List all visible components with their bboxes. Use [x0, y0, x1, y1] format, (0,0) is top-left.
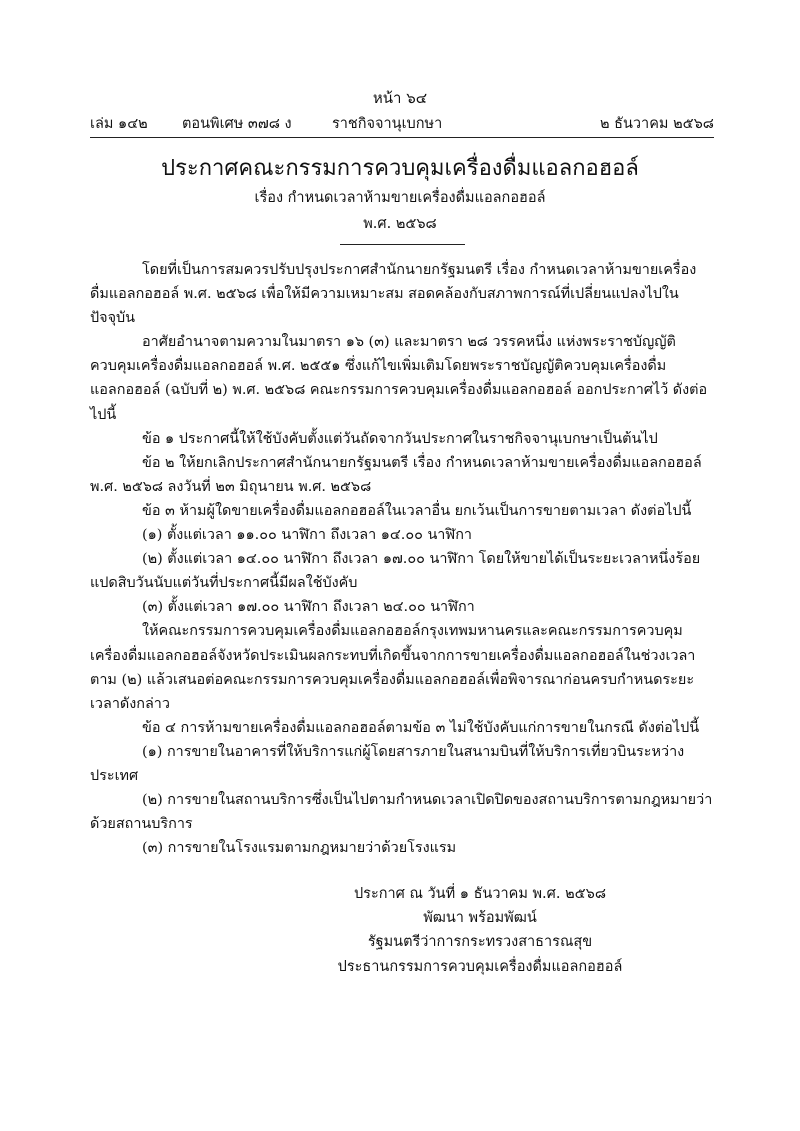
gazette-header-line [90, 112, 714, 136]
page-number: หน้า ๖๔ [372, 89, 428, 107]
announcement-date: ประกาศ ณ วันที่ ๑ ธันวาคม พ.ศ. ๒๕๖๘ [353, 886, 607, 902]
document-body [90, 258, 714, 860]
authority-paragraph: อาศัยอำนาจตามความในมาตรา ๑๖ (๓) และมาตรา ๒๘ วรรคหนึ่ง แห่งพระราชบัญญัติควบคุมเครื่องดื่มแอลกอฮอล์ พ.ศ. ๒๕๕๑ ซึ่งแก้ไขเพิ่มเติมโดยพระราชบัญญัติควบคุมเครื่องดื่มแอลกอฮอล์ (ฉบับที่ ๒) พ.ศ. ๒๕๖๘ คณะกรรมการควบคุมเครื่องดื่มแอลกอฮอล์ ออกประกาศไว้ ดังต่อไปนี้ [90, 334, 708, 423]
signatory-name: พัฒนา พร้อมพัฒน์ [423, 910, 537, 927]
signature-block [240, 882, 720, 979]
clause-4: ข้อ ๔ การห้ามขายเครื่องดื่มแอลกอฮอล์ตามข้อ ๓ ไม่ใช้บังคับแก่การขายในกรณี ดังต่อไปนี้ [142, 719, 700, 736]
clause-3-item-1: (๑) ตั้งแต่เวลา ๑๑.๐๐ นาฬิกา ถึงเวลา ๑๔.๐๐ นาฬิกา [142, 527, 473, 544]
signatory-position-1: รัฐมนตรีว่าการกระทรวงสาธารณสุข [367, 934, 593, 951]
clause-4-item-3: (๓) การขายในโรงแรมตามกฎหมายว่าด้วยโรงแรม [142, 840, 457, 857]
clause-3: ข้อ ๓ ห้ามผู้ใดขายเครื่องดื่มแอลกอฮอล์ในเวลาอื่น ยกเว้นเป็นการขายตามเวลา ดังต่อไปนี้ [142, 502, 692, 519]
document-title: ประกาศคณะกรรมการควบคุมเครื่องดื่มแอลกอฮอล์ [161, 156, 639, 181]
title-divider [340, 244, 465, 245]
document-subject: เรื่อง กำหนดเวลาห้ามขายเครื่องดื่มแอลกอฮอล์ [254, 190, 546, 206]
preamble-paragraph: โดยที่เป็นการสมควรปรับปรุงประกาศสำนักนายกรัฐมนตรี เรื่อง กำหนดเวลาห้ามขายเครื่องดื่มแอลกอฮอล์ พ.ศ. ๒๕๖๘ เพื่อให้มีความเหมาะสม สอดคล้องกับสภาพการณ์ที่เปลี่ยนแปลงไปในปัจจุบัน [90, 262, 697, 327]
gazette-date: ๒ ธันวาคม ๒๕๖๘ [599, 116, 714, 132]
clause-3-item-3: (๓) ตั้งแต่เวลา ๑๗.๐๐ นาฬิกา ถึงเวลา ๒๔.๐๐ นาฬิกา [142, 599, 475, 616]
issue-label: ตอนพิเศษ ๓๗๘ ง [182, 116, 292, 132]
clause-1: ข้อ ๑ ประกาศนี้ให้ใช้บังคับตั้งแต่วันถัดจากวันประกาศในราชกิจจานุเบกษาเป็นต้นไป [142, 430, 658, 447]
clause-4-item-1: (๑) การขายในอาคารที่ให้บริการแก่ผู้โดยสารภายในสนามบินที่ให้บริการเที่ยวบินระหว่างประเทศ [90, 743, 685, 784]
clause-2: ข้อ ๒ ให้ยกเลิกประกาศสำนักนายกรัฐมนตรี เรื่อง กำหนดเวลาห้ามขายเครื่องดื่มแอลกอฮอล์ พ.ศ. ๒๕๖๘ ลงวันที่ ๒๓ มิถุนายน พ.ศ. ๒๕๖๘ [90, 454, 702, 495]
clause-4-item-2: (๒) การขายในสถานบริการซึ่งเป็นไปตามกำหนดเวลาเปิดปิดของสถานบริการตามกฎหมายว่าด้วยสถานบริการ [90, 792, 713, 833]
clause-3-item-2: (๒) ตั้งแต่เวลา ๑๔.๐๐ นาฬิกา ถึงเวลา ๑๗.๐๐ นาฬิกา โดยให้ขายได้เป็นระยะเวลาหนึ่งร้อยแปดสิบวันนับแต่วันที่ประกาศนี้มีผลใช้บังคับ [90, 551, 701, 592]
header-rule [90, 137, 714, 138]
signatory-position-2: ประธานกรรมการควบคุมเครื่องดื่มแอลกอฮอล์ [337, 958, 623, 975]
document-year: พ.ศ. ๒๕๖๘ [363, 216, 437, 232]
clause-3-note: ให้คณะกรรมการควบคุมเครื่องดื่มแอลกอฮอล์กรุงเทพมหานครและคณะกรรมการควบคุมเครื่องดื่มแอลกอฮอล์จังหวัดประเมินผลกระทบที่เกิดขึ้นจากการขายเครื่องดื่มแอลกอฮอล์ในช่วงเวลาตาม (๒) แล้วเสนอต่อคณะกรรมการควบคุมเครื่องดื่มแอลกอฮอล์เพื่อพิจารณาก่อนครบกำหนดระยะเวลาดังกล่าว [90, 623, 696, 712]
volume-label: เล่ม ๑๔๒ [90, 116, 148, 132]
gazette-name: ราชกิจจานุเบกษา [332, 116, 443, 132]
